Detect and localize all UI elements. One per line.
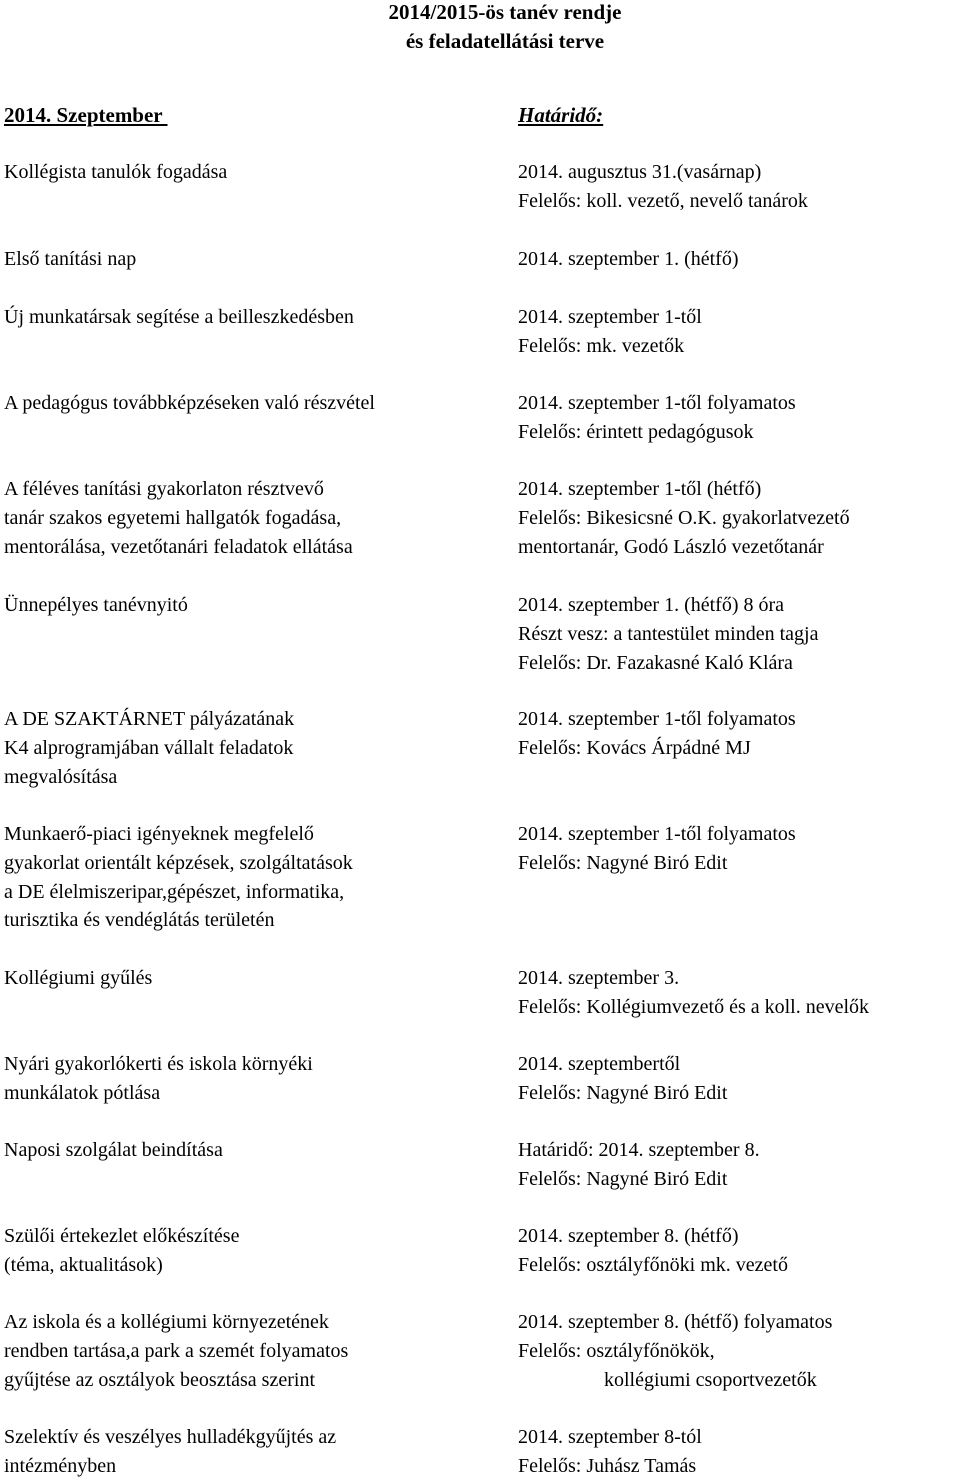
- deadline-and-responsible: [518, 158, 960, 216]
- task-description: [4, 389, 504, 418]
- task-line: Munkaerő-piaci igényeknek megfelelő: [4, 823, 314, 845]
- task-line: munkálatok pótlása: [4, 1081, 161, 1104]
- deadline-line: 2014. szeptember 1-től: [518, 306, 702, 328]
- task-description: [4, 1136, 504, 1165]
- deadline-and-responsible: [518, 1222, 960, 1280]
- task-line: megvalósítása: [4, 765, 118, 788]
- task-description: [4, 303, 504, 332]
- deadline-and-responsible: [518, 303, 960, 361]
- deadline-and-responsible: [518, 389, 960, 447]
- task-description: [4, 158, 504, 187]
- task-line: Szelektív és veszélyes hulladékgyűjtés az: [4, 1426, 337, 1448]
- deadline-and-responsible: [518, 591, 960, 677]
- responsible-line: Felelős: Bikesicsné O.K. gyakorlatvezető: [518, 506, 850, 529]
- deadline-and-responsible: [518, 705, 960, 763]
- task-description: [4, 1423, 504, 1481]
- task-line: gyakorlat orientált képzések, szolgáltatások: [4, 851, 353, 874]
- responsible-line: Felelős: Nagyné Biró Edit: [518, 1081, 728, 1104]
- task-line: Naposi szolgálat beindítása: [4, 1139, 223, 1161]
- task-description: [4, 820, 504, 935]
- deadline-line: 2014. szeptember 3.: [518, 967, 680, 989]
- task-line: turisztika és vendéglátás területén: [4, 909, 275, 932]
- responsible-line: Felelős: mk. vezetők: [518, 334, 685, 357]
- deadline-line: Határidő: 2014. szeptember 8.: [518, 1139, 760, 1161]
- task-line: Új munkatársak segítése a beilleszkedésben: [4, 306, 354, 328]
- title-line-2: és feladatellátási terve: [405, 29, 605, 53]
- deadline-line: 2014. szeptember 1. (hétfő): [518, 248, 739, 270]
- task-description: [4, 1308, 504, 1394]
- deadline-line: 2014. szeptember 1-től folyamatos: [518, 823, 796, 845]
- deadline-and-responsible: [518, 1423, 960, 1481]
- task-line: Kollégiumi gyűlés: [4, 967, 153, 989]
- responsible-line: Felelős: Dr. Fazakasné Kaló Klára: [518, 651, 793, 674]
- responsible-line: Részt vesz: a tantestület minden tagja: [518, 622, 819, 645]
- deadline-line: 2014. augusztus 31.(vasárnap): [518, 161, 762, 183]
- task-description: [4, 705, 504, 791]
- deadline-and-responsible: [518, 1308, 960, 1394]
- deadline-line: 2014. szeptember 1. (hétfő) 8 óra: [518, 594, 785, 616]
- responsible-line: Felelős: koll. vezető, nevelő tanárok: [518, 189, 808, 212]
- task-line: Ünnepélyes tanévnyitó: [4, 594, 188, 616]
- deadline-and-responsible: [518, 1050, 960, 1108]
- deadline-and-responsible: [518, 475, 960, 561]
- responsible-line: kollégiumi csoportvezetők: [604, 1368, 817, 1391]
- task-line: intézményben: [4, 1454, 117, 1477]
- task-line: rendben tartása,a park a szemét folyamatos: [4, 1339, 349, 1362]
- deadline-and-responsible: [518, 245, 960, 274]
- task-description: [4, 964, 504, 993]
- responsible-line: Felelős: Nagyné Biró Edit: [518, 851, 728, 874]
- month-heading: 2014. Szeptember: [4, 103, 168, 127]
- deadline-line: 2014. szeptember 1-től folyamatos: [518, 392, 796, 414]
- task-line: tanár szakos egyetemi hallgatók fogadása,: [4, 506, 342, 529]
- task-line: Az iskola és a kollégiumi környezetének: [4, 1311, 329, 1333]
- responsible-line: Felelős: Nagyné Biró Edit: [518, 1167, 728, 1190]
- responsible-line: Felelős: Kovács Árpádné MJ: [518, 736, 751, 759]
- deadline-line: 2014. szeptember 1-től folyamatos: [518, 708, 796, 730]
- task-description: [4, 591, 504, 620]
- deadline-heading: Határidő:: [518, 103, 604, 127]
- deadline-line: 2014. szeptember 8-tól: [518, 1426, 702, 1448]
- task-line: A DE SZAKTÁRNET pályázatának: [4, 708, 295, 730]
- task-line: a DE élelmiszeripar,gépészet, informatika,: [4, 880, 345, 903]
- task-line: Kollégista tanulók fogadása: [4, 161, 228, 183]
- task-description: [4, 1050, 504, 1108]
- task-line: mentorálása, vezetőtanári feladatok ellátása: [4, 535, 353, 558]
- task-line: K4 alprogramjában vállalt feladatok: [4, 736, 294, 759]
- responsible-line: Felelős: osztályfőnökök,: [518, 1339, 715, 1362]
- responsible-line: mentortanár, Godó László vezetőtanár: [518, 535, 824, 558]
- responsible-line: Felelős: osztályfőnöki mk. vezető: [518, 1253, 788, 1276]
- document-title: [0, 0, 960, 56]
- task-description: [4, 475, 504, 561]
- responsible-line: Felelős: Kollégiumvezető és a koll. nevelők: [518, 995, 870, 1018]
- deadline-and-responsible: [518, 820, 960, 878]
- task-line: Nyári gyakorlókerti és iskola környéki: [4, 1053, 313, 1075]
- deadline-line: 2014. szeptember 8. (hétfő) folyamatos: [518, 1311, 833, 1333]
- task-line: Első tanítási nap: [4, 248, 137, 270]
- task-line: A féléves tanítási gyakorlaton résztvevő: [4, 478, 324, 500]
- task-line: (téma, aktualitások): [4, 1253, 163, 1276]
- deadline-line: 2014. szeptember 8. (hétfő): [518, 1225, 739, 1247]
- deadline-line: 2014. szeptembertől: [518, 1053, 681, 1075]
- deadline-and-responsible: [518, 964, 960, 1022]
- deadline-and-responsible: [518, 1136, 960, 1194]
- task-line: Szülői értekezlet előkészítése: [4, 1225, 240, 1247]
- task-description: [4, 245, 504, 274]
- task-line: A pedagógus továbbképzéseken való részvétel: [4, 392, 375, 414]
- deadline-line: 2014. szeptember 1-től (hétfő): [518, 478, 762, 500]
- task-line: gyűjtése az osztályok beosztása szerint: [4, 1368, 315, 1391]
- responsible-line: Felelős: érintett pedagógusok: [518, 420, 754, 443]
- title-line-1: 2014/2015-ös tanév rendje: [388, 0, 622, 24]
- responsible-line: Felelős: Juhász Tamás: [518, 1454, 697, 1477]
- task-description: [4, 1222, 504, 1280]
